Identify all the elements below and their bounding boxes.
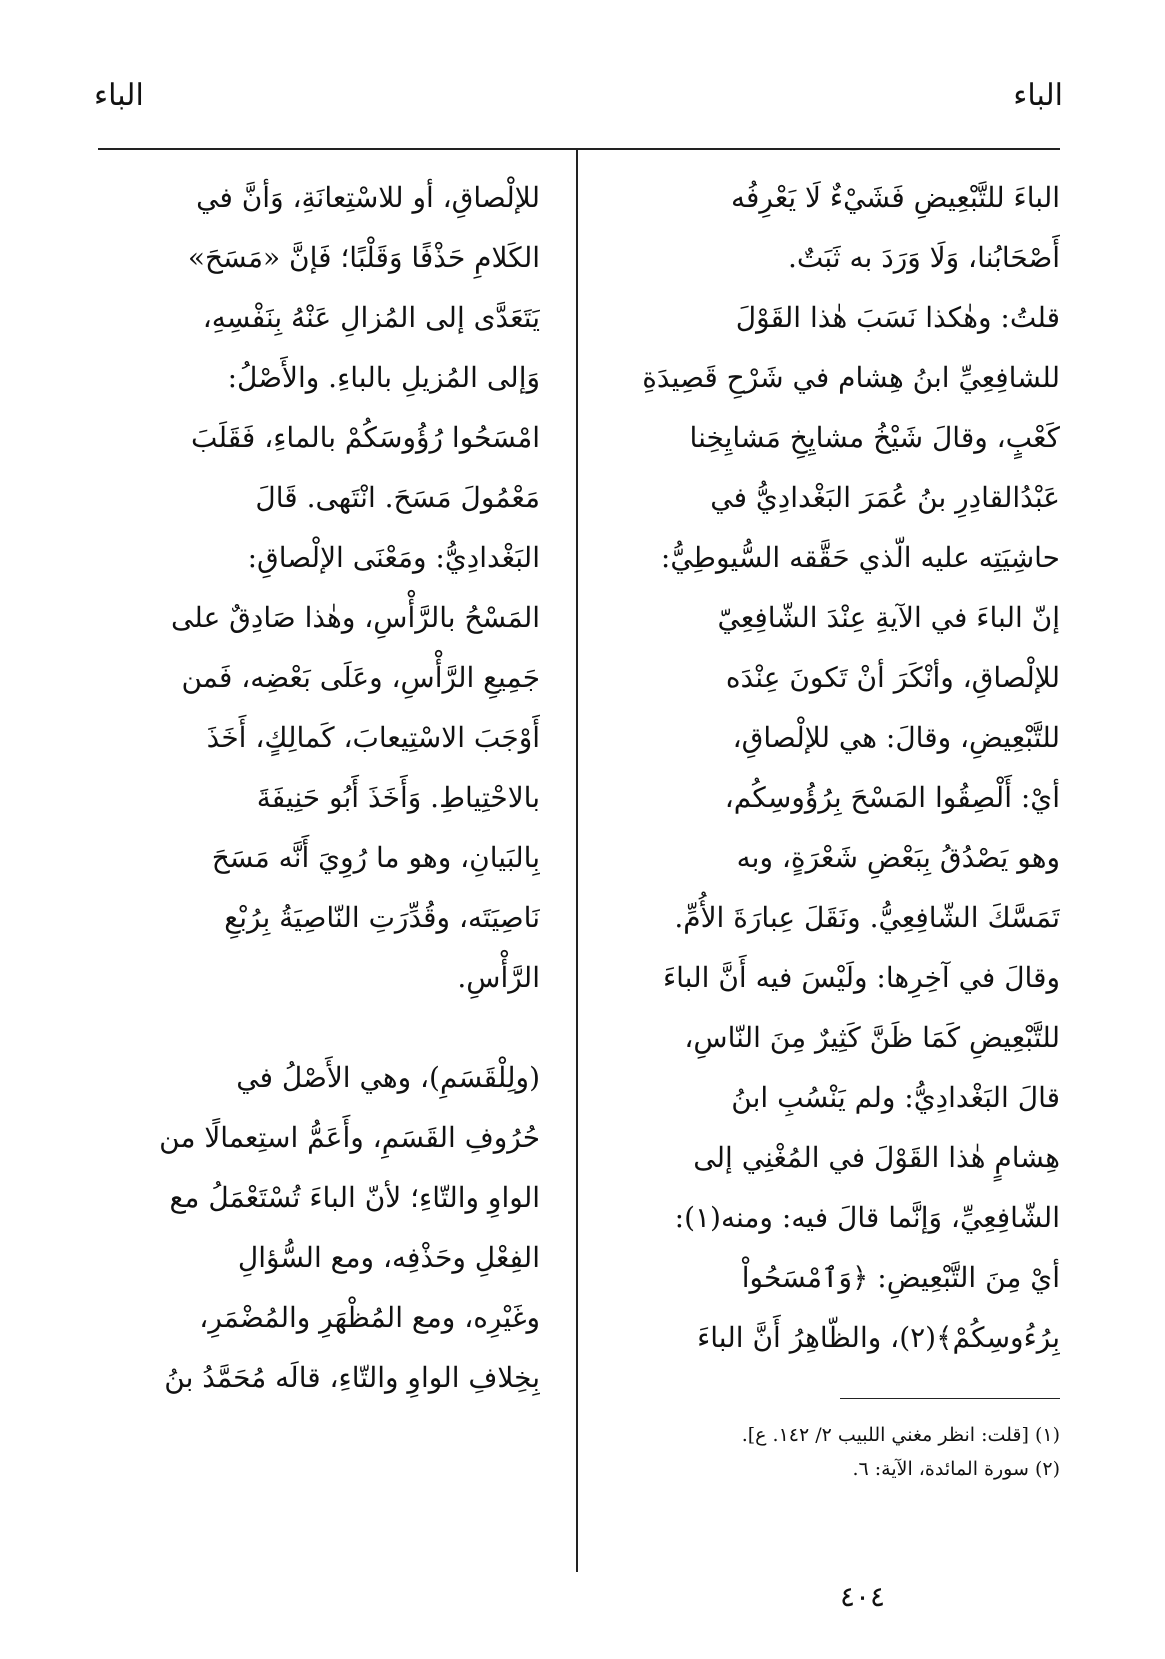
- text-line: تَمَسَّكَ الشّافِعِيُّ. ونَقَلَ عِبارَةَ الأُمِّ.: [674, 901, 1060, 934]
- text-line: امْسَحُوا رُؤُوسَكُمْ بالماءِ، فَقَلَبَ: [191, 421, 540, 454]
- text-line: بِخِلافِ الواوِ والتّاءِ، قالَه مُحَمَّدُ بنُ: [164, 1361, 540, 1394]
- footnotes: [602, 1418, 1060, 1486]
- text-line: وهو يَصْدُقُ بِبَعْضِ شَعْرَةٍ، وبه: [736, 841, 1060, 874]
- text-line: للإلْصاقِ، وأنْكَرَ أنْ تَكونَ عِنْدَه: [725, 661, 1060, 694]
- text-line: الكَلامِ حَذْفًا وَقَلْبًا؛ فَإنَّ «مَسَحَ»: [187, 241, 540, 274]
- text-line: بالاحْتِياطِ. وَأَخَذَ أَبُو حَنِيفَةَ: [256, 781, 540, 814]
- text-line: أيْ مِنَ التَّبْعِيضِ: ﴿وَٱمْسَحُواْ: [741, 1261, 1060, 1294]
- text-line: الفِعْلِ وحَذْفِه، ومع السُّؤالِ: [237, 1241, 540, 1274]
- text-line: وقالَ في آخِرِها: ولَيْسَ فيه أَنَّ الباءَ: [662, 961, 1060, 994]
- text-line: وغَيْرِه، ومع المُظْهَرِ والمُضْمَرِ،: [199, 1301, 540, 1334]
- text-line: للشافِعِيِّ ابنُ هِشام في شَرْحِ قَصِيدَةِ: [642, 361, 1060, 394]
- footnote-rule: [840, 1398, 1060, 1399]
- text-line: قلتُ: وهٰكذا نَسَبَ هٰذا القَوْلَ: [735, 301, 1060, 334]
- text-line: إنّ الباءَ في الآيةِ عِنْدَ الشّافِعِيّ: [717, 601, 1060, 634]
- header-rule: [98, 148, 1060, 150]
- text-line: كَعْبٍ، وقالَ شَيْخُ مشايِخِ مَشايِخِنا: [689, 421, 1060, 454]
- text-line: الرَّأْسِ.: [457, 961, 540, 994]
- footnote-1: (١) [قلت: انظر مغني اللبيب ٢/ ١٤٢. ع].: [741, 1424, 1060, 1446]
- text-line: حُرُوفِ القَسَمِ، وأَعَمُّ استِعمالًا من: [159, 1121, 540, 1154]
- text-line: حاشِيَتِه عليه الّذي حَقَّقه السُّيوطِيُّ:: [660, 541, 1060, 574]
- text-line: البَغْدادِيُّ: ومَعْنَى الإلْصاقِ:: [247, 541, 540, 574]
- page-number-container: [0, 1580, 1165, 1613]
- text-line: الواوِ والتّاءِ؛ لأنّ الباءَ تُسْتَعْمَلُ مع: [169, 1181, 540, 1214]
- text-line: الشّافِعِيِّ، وَإنَّما قالَ فيه: ومنه(١):: [674, 1201, 1060, 1234]
- text-line: جَمِيعِ الرَّأْسِ، وعَلَى بَعْضِه، فَمن: [181, 661, 540, 694]
- text-line: للإلْصاقِ، أو للاسْتِعانَةِ، وَأنَّ في: [196, 181, 540, 214]
- text-line: للتَّبْعِيضِ، وقالَ: هي للإلْصاقِ،: [732, 721, 1060, 754]
- text-line: الباءَ للتَّبْعِيضِ فَشَيْءٌ لَا يَعْرِفُه: [731, 181, 1060, 214]
- text-line: للتَّبْعِيضِ كَمَا ظَنَّ كَثِيرٌ مِنَ النّاسِ،: [684, 1021, 1060, 1054]
- text-line: مَعْمُولَ مَسَحَ. انْتَهى. قَالَ: [255, 481, 540, 514]
- footnote-2: (٢) سورة المائدة، الآية: ٦.: [852, 1458, 1060, 1480]
- text-line: يَتَعَدَّى إلى المُزالِ عَنْهُ بِنَفْسِهِ،: [202, 301, 540, 334]
- running-header-right: الباء: [1013, 78, 1063, 113]
- text-line: قالَ البَغْدادِيُّ: ولم يَنْسُبِ ابنُ: [731, 1081, 1060, 1114]
- text-line: هِشامٍ هٰذا القَوْلَ في المُغْنِي إلى: [693, 1141, 1060, 1174]
- page-number: ٤٠٤: [839, 1580, 886, 1613]
- column-divider: [576, 150, 578, 1572]
- text-line: نَاصِيَتَه، وقُدِّرَتِ النّاصِيَةُ بِرُبْعِ: [224, 901, 540, 934]
- paragraph-gap: [100, 1008, 540, 1048]
- text-line: بِالبَيانِ، وهو ما رُوِيَ أَنَّه مَسَحَ: [211, 841, 540, 874]
- text-line: وَإلى المُزيلِ بالباءِ. والأَصْلُ:: [227, 361, 540, 394]
- left-column: [100, 168, 540, 1408]
- text-line: بِرُءُوسِكُمْ﴾(٢)، والظّاهِرُ أَنَّ الباءَ: [697, 1321, 1060, 1354]
- text-line: أَصْحَابُنا، وَلَا وَرَدَ به ثَبَتٌ.: [787, 241, 1060, 274]
- running-header-left: الباء: [94, 78, 144, 113]
- text-line: (ولِلْقَسَمِ)، وهي الأَصْلُ في: [236, 1061, 540, 1094]
- text-line: أيْ: أَلْصِقُوا المَسْحَ بِرُؤُوسِكُم،: [724, 781, 1060, 814]
- right-column: [602, 168, 1060, 1368]
- text-line: أَوْجَبَ الاسْتِيعابَ، كَمالِكٍ، أَخَذَ: [206, 721, 540, 754]
- text-line: عَبْدُالقادِرِ بنُ عُمَرَ البَغْدادِيُّ في: [710, 481, 1060, 514]
- text-line: المَسْحُ بالرَّأْسِ، وهٰذا صَادِقٌ على: [170, 601, 540, 634]
